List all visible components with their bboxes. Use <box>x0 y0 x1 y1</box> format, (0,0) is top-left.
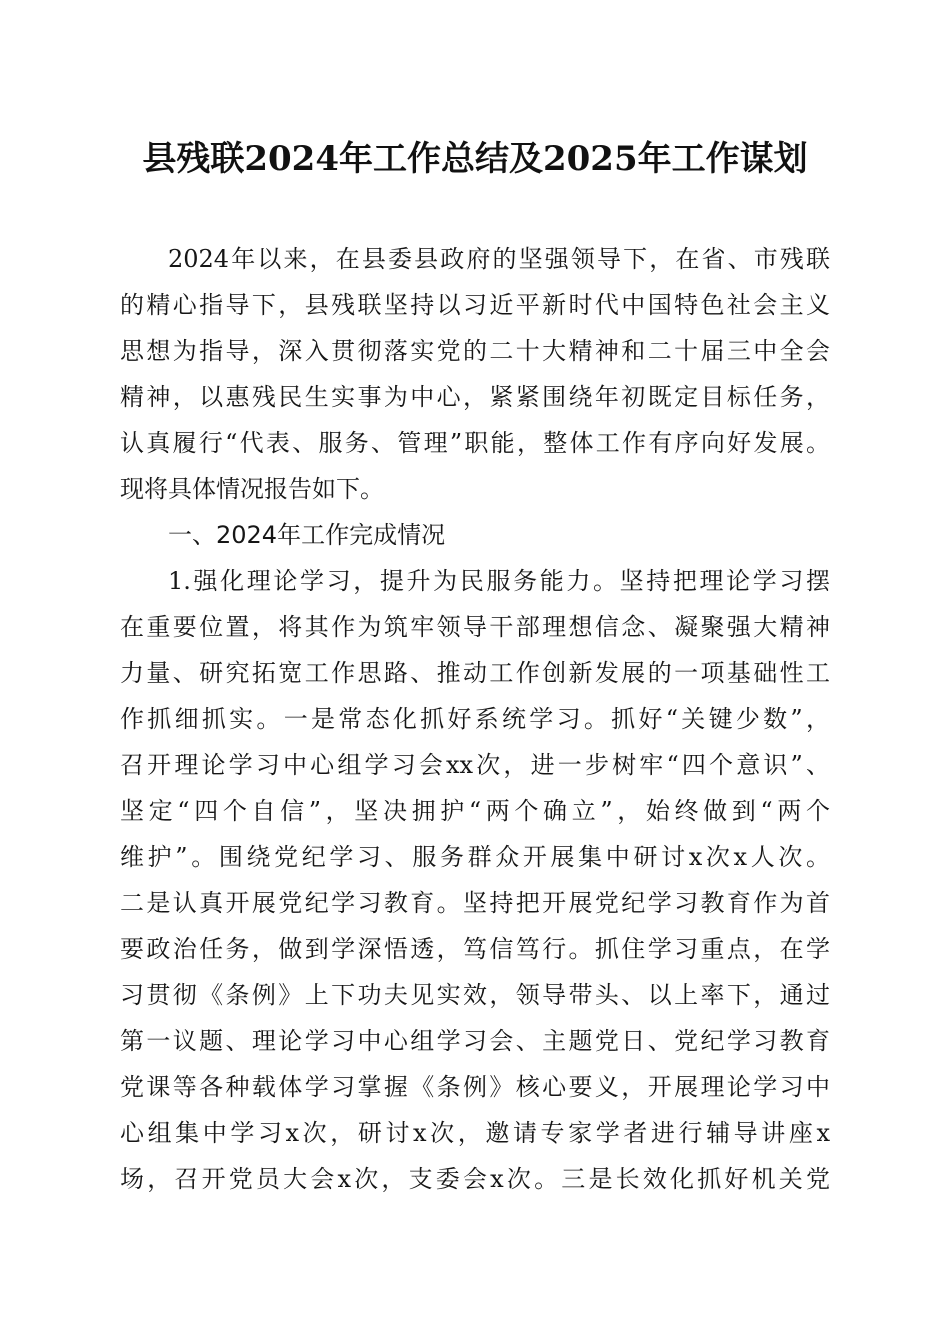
body-line: 党课等各种载体学习掌握《条例》核心要义，开展理论学习中 <box>120 1073 830 1101</box>
body-line: 心组集中学习x次，研讨x次，邀请专家学者进行辅导讲座x <box>120 1119 830 1147</box>
body-line: 1.强化理论学习，提升为民服务能力。坚持把理论学习摆 <box>168 567 830 595</box>
body-line: 召开理论学习中心组学习会xx次，进一步树牢“四个意识”、 <box>120 751 830 779</box>
intro-line: 2024年以来，在县委县政府的坚强领导下，在省、市残联 <box>168 245 830 273</box>
intro-line: 的精心指导下，县残联坚持以习近平新时代中国特色社会主义 <box>120 291 830 319</box>
body-line: 力量、研究拓宽工作思路、推动工作创新发展的一项基础性工 <box>120 659 830 687</box>
body-line: 要政治任务，做到学深悟透，笃信笃行。抓住学习重点，在学 <box>120 935 830 963</box>
intro-line: 现将具体情况报告如下。 <box>120 475 384 503</box>
body-line: 作抓细抓实。一是常态化抓好系统学习。抓好“关键少数”， <box>120 705 830 733</box>
body-line: 二是认真开展党纪学习教育。坚持把开展党纪学习教育作为首 <box>120 889 830 917</box>
intro-line: 认真履行“代表、服务、管理”职能，整体工作有序向好发展。 <box>120 429 830 457</box>
body-line: 习贯彻《条例》上下功夫见实效，领导带头、以上率下，通过 <box>120 981 830 1009</box>
body-line: 维护”。围绕党纪学习、服务群众开展集中研讨x次x人次。 <box>120 843 830 871</box>
body-line: 场，召开党员大会x次，支委会x次。三是长效化抓好机关党 <box>120 1165 830 1193</box>
intro-line: 思想为指导，深入贯彻落实党的二十大精神和二十届三中全会 <box>120 337 830 365</box>
body-line: 坚定“四个自信”，坚决拥护“两个确立”，始终做到“两个 <box>120 797 830 825</box>
body-line: 第一议题、理论学习中心组学习会、主题党日、党纪学习教育 <box>120 1027 830 1055</box>
document-title: 县残联2024年工作总结及2025年工作谋划 <box>142 139 808 179</box>
body-line: 在重要位置，将其作为筑牢领导干部理想信念、凝聚强大精神 <box>120 613 830 641</box>
section-heading: 一、2024年工作完成情况 <box>168 521 446 549</box>
intro-line: 精神，以惠残民生实事为中心，紧紧围绕年初既定目标任务， <box>120 383 830 411</box>
